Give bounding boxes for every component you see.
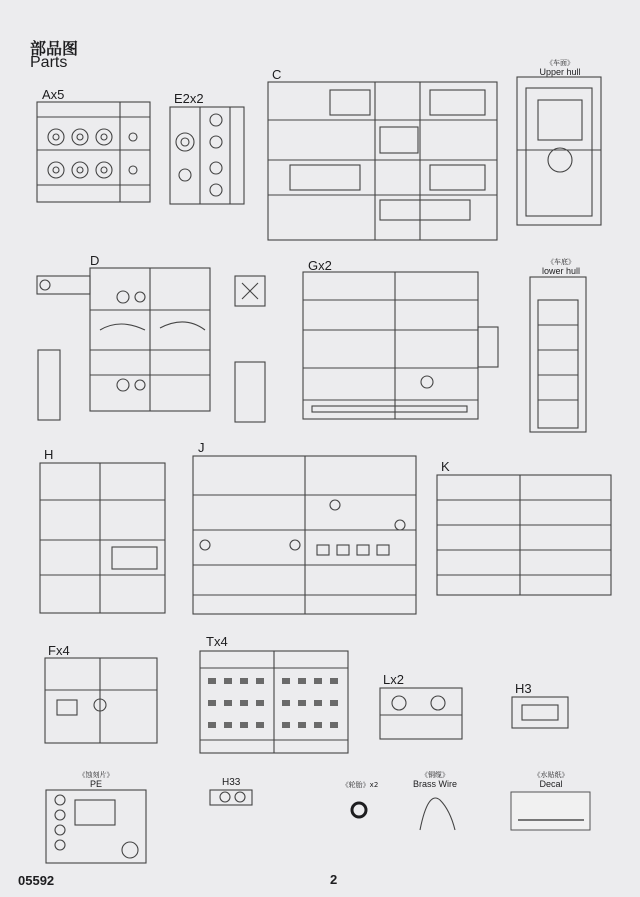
page-title-en: Parts	[30, 54, 68, 71]
sprue-f-label: Fx4	[48, 643, 70, 658]
sprue-h-frame	[40, 463, 165, 613]
page-title-cn: 部品图	[30, 39, 79, 58]
sprue-e2-label: E2x2	[174, 91, 204, 106]
pe-fret	[46, 790, 146, 863]
decal-sheet	[511, 792, 590, 830]
sprue-l-frame	[380, 688, 462, 739]
sprue-h33-label: H33	[222, 777, 241, 788]
sprue-j-label: J	[198, 440, 205, 455]
upper-hull-drawing	[517, 77, 601, 225]
sprue-c-label: C	[272, 67, 282, 82]
wire-cn: 《铜缆》	[421, 771, 449, 779]
sprue-l-label: Lx2	[383, 672, 404, 687]
tire-label: 《轮胎》x2	[341, 781, 379, 789]
lower-hull-en: lower hull	[541, 266, 581, 276]
sprue-h33-frame	[210, 790, 252, 805]
wire-en: Brass Wire	[412, 779, 457, 789]
sprue-t-label: Tx4	[206, 634, 228, 649]
pe-en: PE	[89, 779, 102, 789]
upper-hull-en: Upper hull	[539, 67, 581, 77]
decal-cn: 《水贴纸》	[533, 771, 569, 779]
sprue-a-label: Ax5	[42, 87, 65, 102]
track-links	[208, 678, 338, 728]
sprue-h3-frame	[512, 697, 568, 728]
tire-ring	[352, 803, 366, 817]
sprue-k-frame	[437, 475, 611, 595]
sprue-e2-frame	[170, 107, 244, 204]
sprue-g-frame	[303, 272, 478, 419]
upper-hull-cn: 《车面》	[546, 59, 574, 67]
decal-en: Decal	[539, 779, 563, 789]
sprue-h3-label: H3	[515, 681, 532, 696]
sprue-g-label: Gx2	[308, 258, 332, 273]
page-number: 2	[330, 872, 338, 887]
sprue-h-label: H	[44, 447, 54, 462]
lower-hull-cn: 《车底》	[547, 258, 575, 266]
brass-wire-drawing	[420, 798, 455, 830]
pe-cn: 《蚀刻片》	[78, 771, 114, 779]
sprue-a-wheels	[48, 129, 137, 178]
sprue-c-frame	[268, 82, 497, 240]
product-code: 05592	[18, 873, 55, 888]
sprue-d-label: D	[90, 253, 100, 268]
sprue-k-label: K	[441, 459, 450, 474]
